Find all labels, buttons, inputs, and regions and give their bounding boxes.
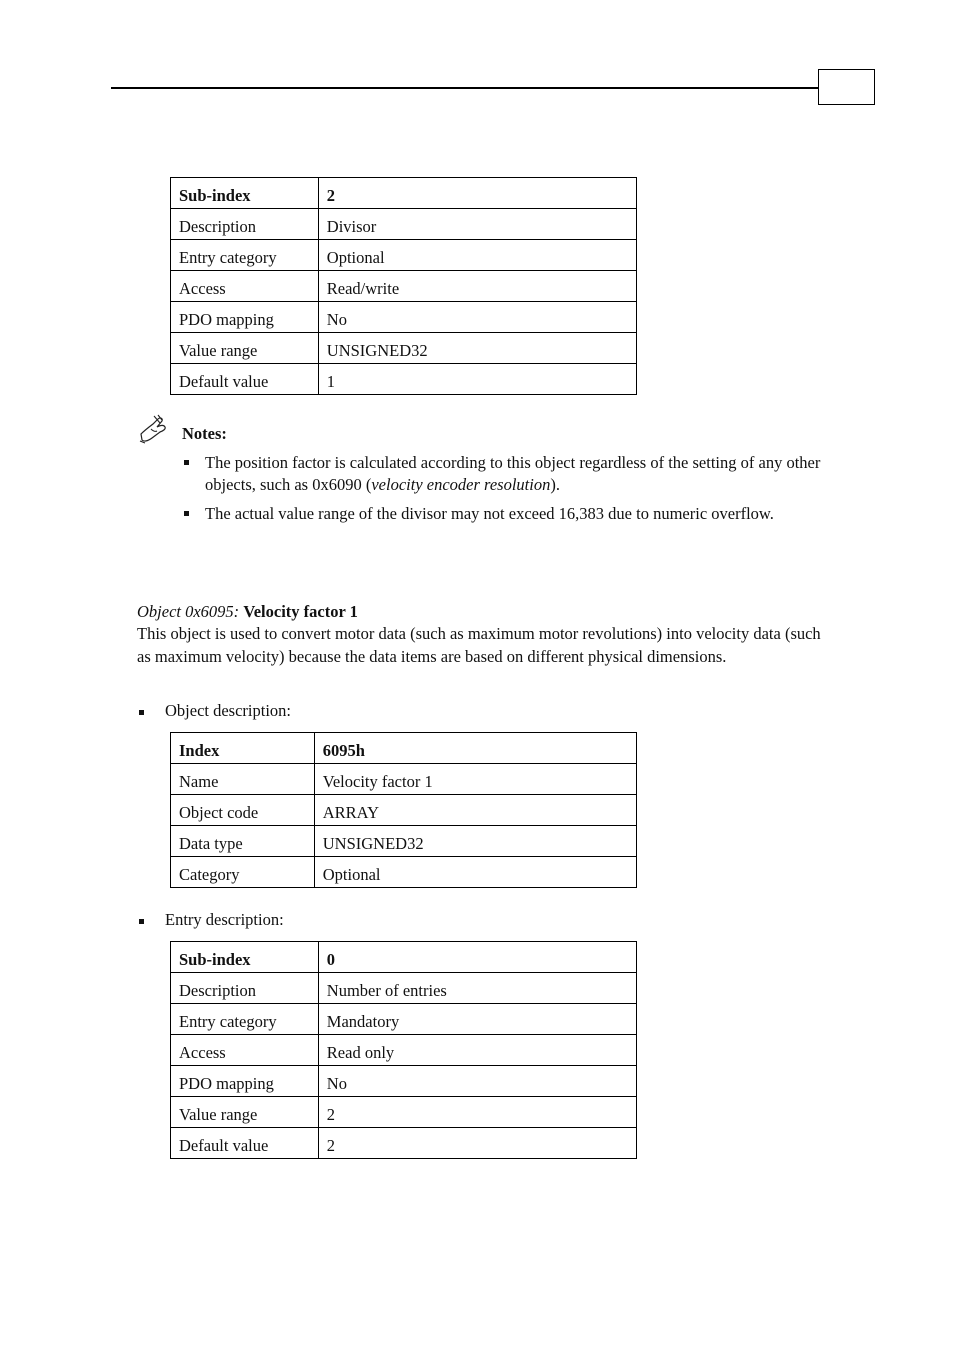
page-number-box — [818, 69, 875, 105]
table-cell-value: Divisor — [318, 209, 636, 240]
table-row — [171, 302, 637, 333]
table-row — [171, 826, 637, 857]
bullet-square-icon — [139, 919, 144, 924]
table-cell-value: 0 — [318, 942, 636, 973]
bullet-square-icon — [184, 511, 189, 516]
sub-index-2-table — [170, 177, 637, 395]
table-cell-label: Index — [171, 733, 315, 764]
table-row — [171, 364, 637, 395]
entry-description-label: Entry description: — [165, 910, 284, 929]
table-cell-label: Data type — [171, 826, 315, 857]
object-description-label: Object description: — [165, 701, 292, 720]
table-cell-label: Object code — [171, 795, 315, 826]
table-cell-value: No — [318, 302, 636, 333]
note-text: The actual value range of the divisor may not exceed 16,383 due to numeric overflow. — [205, 504, 774, 523]
table-cell-label: PDO mapping — [171, 1066, 319, 1097]
table-cell-value: 2 — [318, 1128, 636, 1159]
bullet-square-icon — [139, 710, 144, 715]
table-cell-label: Sub-index — [171, 942, 319, 973]
table-cell-label: Description — [171, 973, 319, 1004]
table-row — [171, 857, 637, 888]
bullet-square-icon — [184, 460, 189, 465]
table-cell-value: 6095h — [314, 733, 636, 764]
table-row — [171, 333, 637, 364]
table-row — [171, 240, 637, 271]
table-cell-label: Name — [171, 764, 315, 795]
table-cell-label: Default value — [171, 364, 319, 395]
table-cell-label: Value range — [171, 1097, 319, 1128]
table-cell-value: Optional — [314, 857, 636, 888]
object-heading — [137, 602, 358, 622]
table-row — [171, 1035, 637, 1066]
note-text-end: ). — [550, 475, 560, 494]
table-cell-label: PDO mapping — [171, 302, 319, 333]
table-cell-value: Optional — [318, 240, 636, 271]
list-item — [182, 503, 822, 525]
table-header-row — [171, 733, 637, 764]
note-text: The position factor is calculated according to this object regardless of the setting of any other objects, such as 0x6090 ( — [205, 453, 821, 494]
table-cell-value: 1 — [318, 364, 636, 395]
note-italic-text: velocity encoder resolution — [371, 475, 551, 494]
table-cell-value: UNSIGNED32 — [314, 826, 636, 857]
table-cell-label: Category — [171, 857, 315, 888]
table-cell-value: Number of entries — [318, 973, 636, 1004]
table-row — [171, 795, 637, 826]
table-cell-label: Default value — [171, 1128, 319, 1159]
table-row — [171, 1066, 637, 1097]
table-cell-label: Sub-index — [171, 178, 319, 209]
table-cell-value: 2 — [318, 178, 636, 209]
header-rule — [111, 87, 819, 89]
table-row — [171, 973, 637, 1004]
table-row — [171, 1004, 637, 1035]
table-row — [171, 1097, 637, 1128]
list-item — [182, 452, 822, 496]
table-cell-label: Entry category — [171, 240, 319, 271]
notes-title: Notes: — [182, 424, 227, 443]
table-row — [171, 209, 637, 240]
table-cell-value: No — [318, 1066, 636, 1097]
table-cell-value: ARRAY — [314, 795, 636, 826]
table-header-row — [171, 178, 637, 209]
table-row — [171, 1128, 637, 1159]
table-cell-value: Velocity factor 1 — [314, 764, 636, 795]
table-cell-value: Read/write — [318, 271, 636, 302]
writing-hand-icon — [138, 414, 170, 444]
table-cell-label: Entry category — [171, 1004, 319, 1035]
table-cell-value: UNSIGNED32 — [318, 333, 636, 364]
object-name: Velocity factor 1 — [243, 602, 358, 621]
table-cell-label: Value range — [171, 333, 319, 364]
table-header-row — [171, 942, 637, 973]
notes-list — [182, 452, 822, 532]
table-cell-label: Access — [171, 1035, 319, 1066]
table-cell-value: Read only — [318, 1035, 636, 1066]
object-description-table — [170, 732, 637, 888]
table-row — [171, 271, 637, 302]
table-cell-value: Mandatory — [318, 1004, 636, 1035]
table-cell-label: Description — [171, 209, 319, 240]
sub-index-0-table — [170, 941, 637, 1159]
table-cell-label: Access — [171, 271, 319, 302]
table-cell-value: 2 — [318, 1097, 636, 1128]
object-prefix: Object 0x6095: — [137, 602, 240, 621]
table-row — [171, 764, 637, 795]
object-description-paragraph: This object is used to convert motor data (such as maximum motor revolutions) into velocity data (such as maximum velocity) because the data items are based on different physical dimensions. — [137, 624, 821, 666]
